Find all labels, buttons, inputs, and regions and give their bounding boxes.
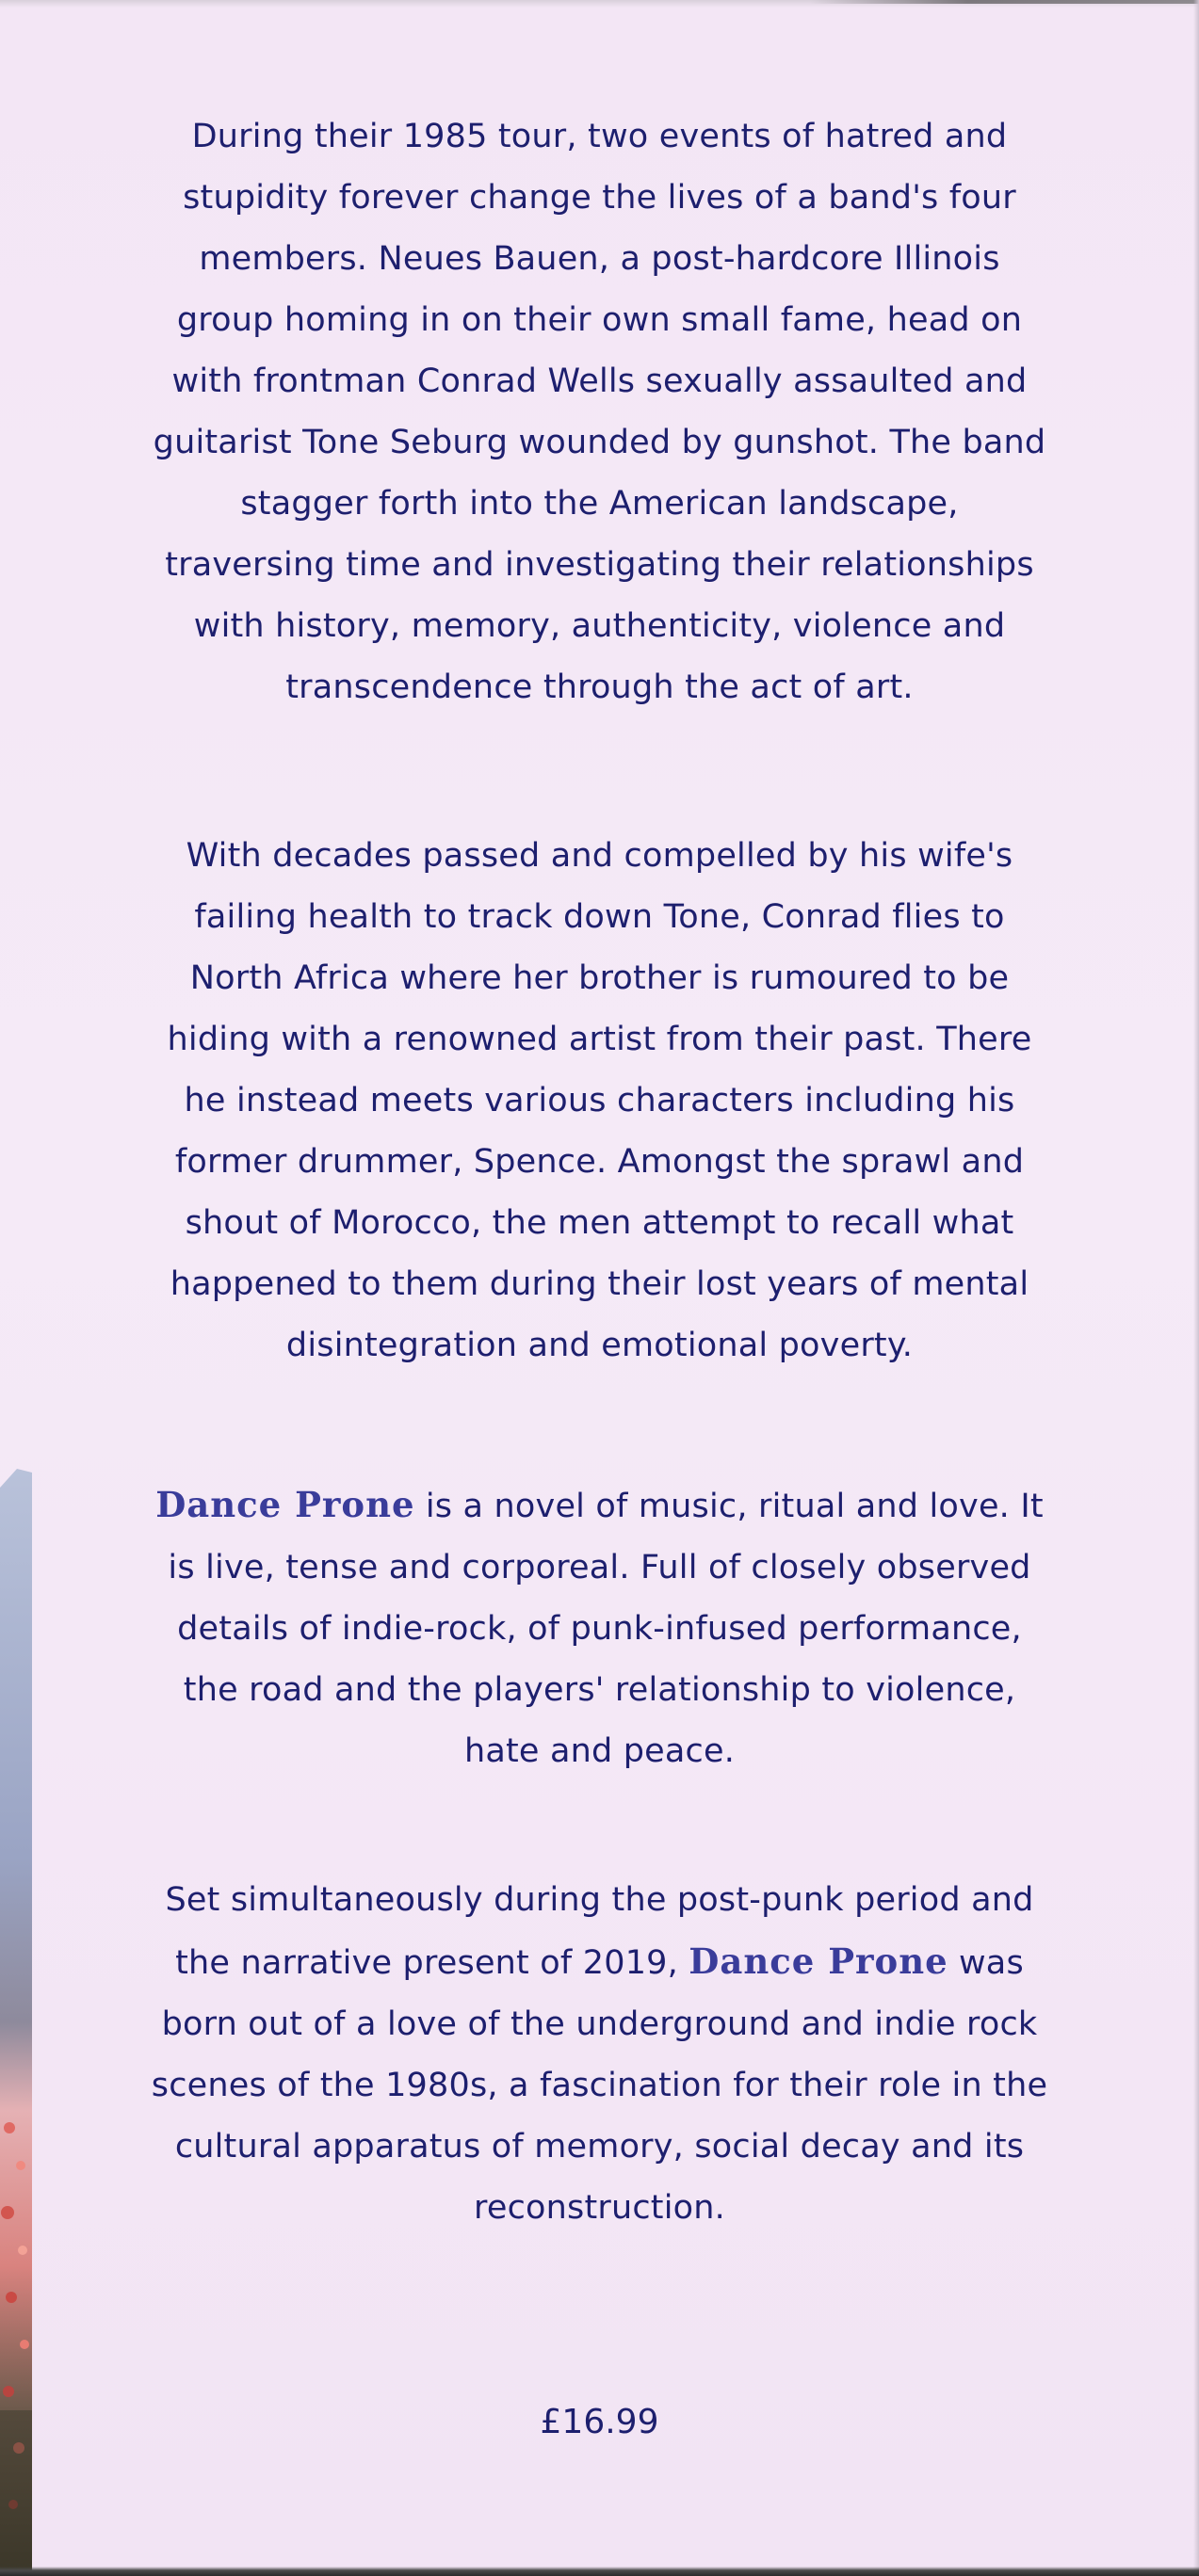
top-edge-dark (810, 0, 1199, 4)
price-label: £16.99 (540, 2403, 659, 2441)
book-title-mention: Dance Prone (689, 1940, 948, 1982)
blurb-paragraph-3 (151, 1474, 1048, 1782)
bottom-edge-shadow (0, 2567, 1199, 2576)
book-title-mention: Dance Prone (155, 1484, 415, 1525)
paragraph-4-text-after: was born out of a love of the underground and indie rock scenes of the 1980s, a fascination for their role in the cultural apparatus of memory, social decay and its reconstruction. (151, 1944, 1048, 2227)
blurb-paragraph-2 (151, 826, 1048, 1377)
blurb-paragraph-1 (151, 106, 1048, 718)
blurb-paragraph-4 (151, 1870, 1048, 2239)
paragraph-3-text: is a novel of music, ritual and love. It is live, tense and corporeal. Full of closely observed details of indie-rock, of punk-infused performance, the road and the players' relationship to violence, hate and peace. (168, 1488, 1044, 1770)
paragraph-1-text: During their 1985 tour, two events of hatred and stupidity forever change the lives of a band's four members. Neues Bauen, a post-hardcore Illinois group homing in on their own small fame, head on with frontman Conrad Wells sexually assaulted and guitarist Tone Seburg wounded by gunshot. The band stagger forth into the American landscape, traversing time and investigating their relationships with history, memory, authenticity, violence and transcendence through the act of art. (153, 118, 1046, 706)
paragraph-2-text: With decades passed and compelled by his wife's failing health to track down Tone, Conrad flies to North Africa where her brother is rumoured to be hiding with a renowned artist from their past. There he instead meets various characters including his former drummer, Spence. Amongst the sprawl and shout of Morocco, the men attempt to recall what happened to them during their lost years of mental disintegration and emotional poverty. (167, 837, 1032, 1364)
paragraph-4-text-before: Set simultaneously during the post-punk period and the narrative present of 2019, (165, 1881, 1034, 1982)
right-edge-shadow (1193, 0, 1199, 2576)
